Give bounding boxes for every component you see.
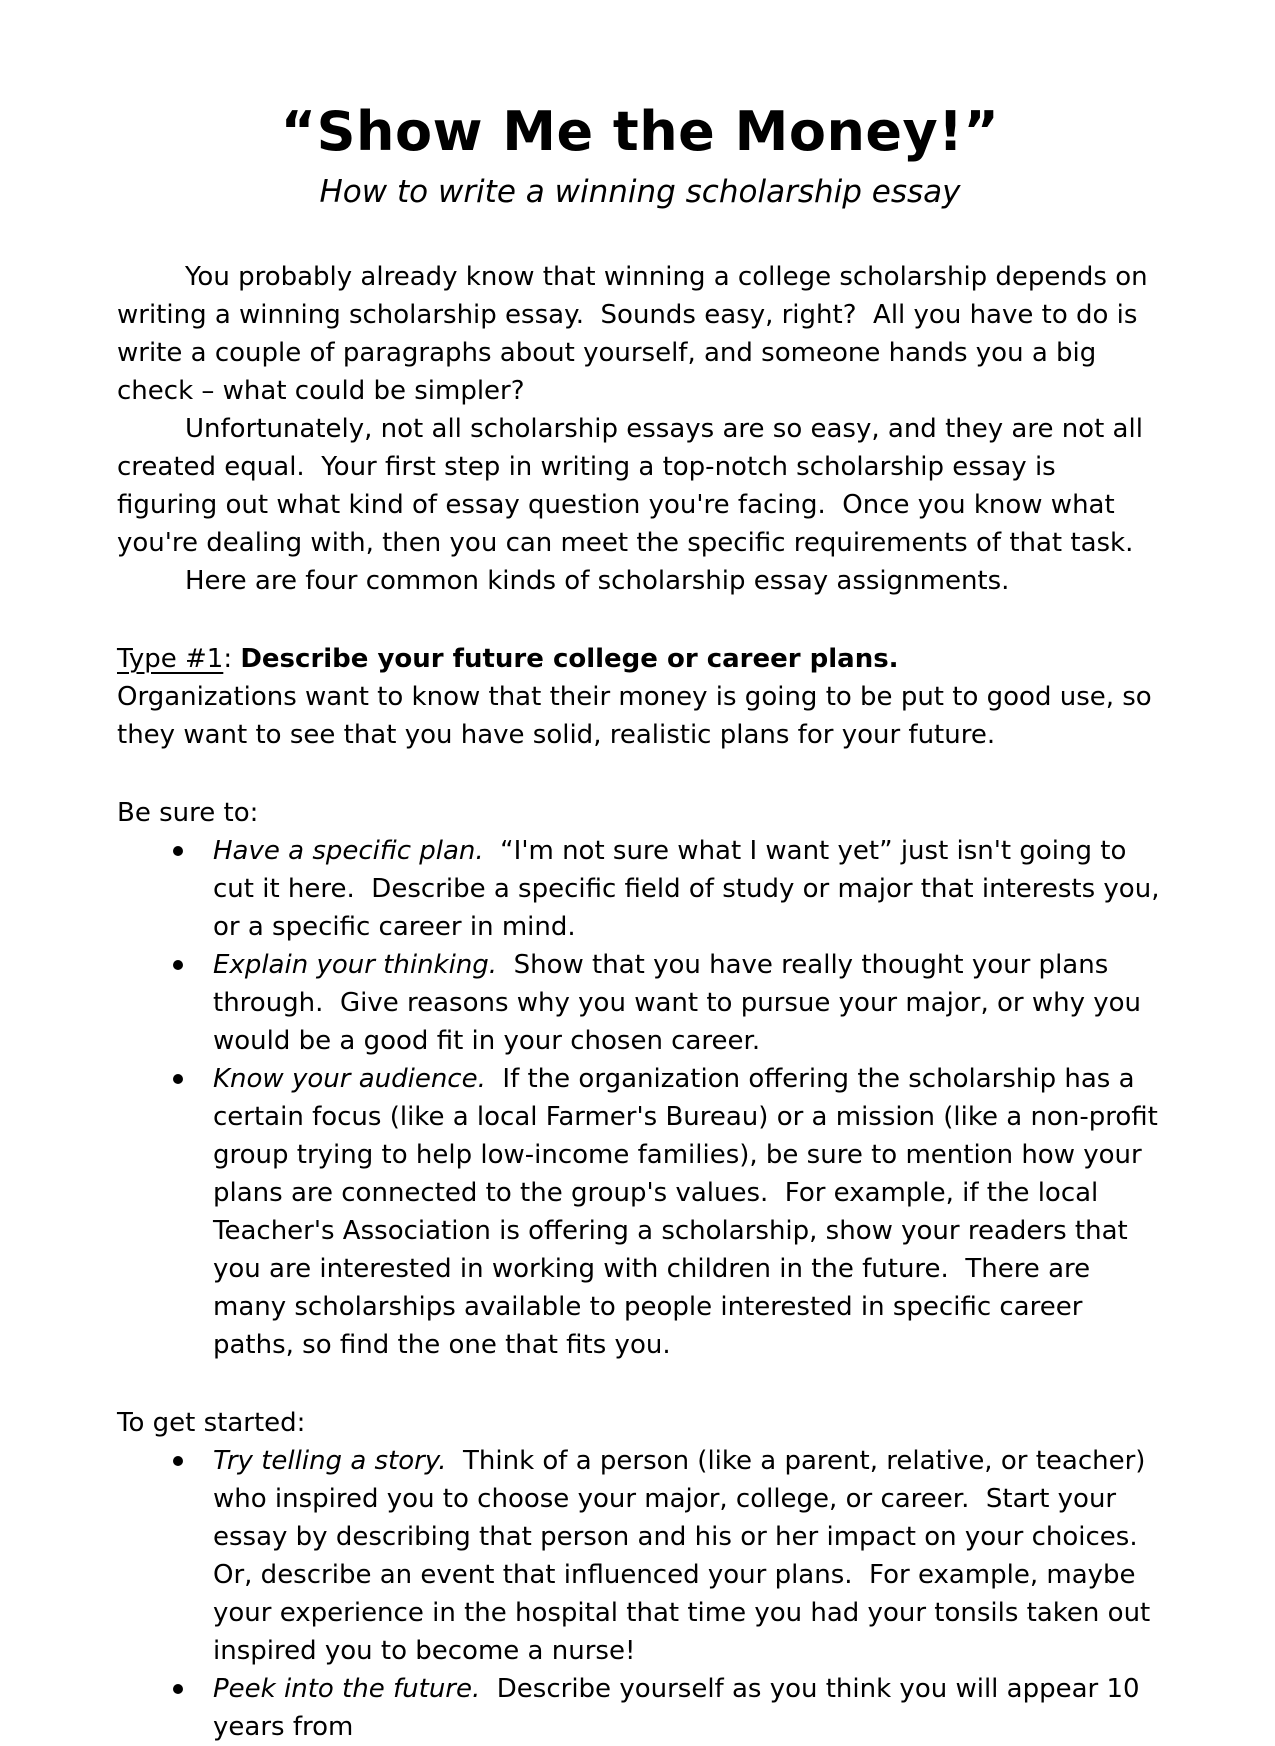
- be-sure-to-list: [117, 832, 1168, 1364]
- bullet-text: Describe yourself as you think you will appear 10 years from: [213, 1673, 1148, 1742]
- bullet-text: Think of a person (like a parent, relative, or teacher) who inspired you to choose your major, college, or career. Start your essay by describing that person and his or her impact on your choices. Or, describe an event that influenced your plans. For example, maybe your experience in the hospital that time you had your tonsils taken out inspired you to become a nurse!: [213, 1445, 1159, 1666]
- bullet-lead: Try telling a story.: [213, 1445, 447, 1476]
- list-item: [213, 1442, 1163, 1670]
- to-get-started-label: To get started:: [117, 1407, 306, 1438]
- type1-separator: :: [223, 643, 241, 674]
- type1-heading: [117, 640, 1163, 678]
- bullet-lead: Have a specific plan.: [213, 835, 484, 866]
- type1-label: Type #1: [117, 643, 224, 674]
- bullet-text: If the organization offering the scholarship has a certain focus (like a local Farmer's Bureau) or a mission (like a non-profit group trying to help low-income families), be sure to mention how your plans are connected to the group's values. For example, if the local Teacher's Association is offering a scholarship, show your readers that you are interested in working with children in the future. There are many scholarships available to people interested in specific career paths, so find the one that fits you.: [213, 1063, 1167, 1360]
- bullet-icon: [173, 1456, 183, 1466]
- be-sure-to-label: Be sure to:: [117, 797, 259, 828]
- list-item: [213, 946, 1163, 1060]
- to-get-started-list: [117, 1442, 1163, 1746]
- bullet-text: Show that you have really thought your plans through. Give reasons why you want to pursue your major, or why you would be a good fit in your chosen career.: [213, 949, 1150, 1056]
- intro-paragraph: You probably already know that winning a college scholarship depends on writing a winning scholarship essay. Sounds easy, right? All you have to do is write a couple of paragraphs about yourself, and someone hands you a big check – what could be simpler?: [117, 261, 1156, 406]
- type1-section: [117, 640, 1168, 1746]
- type1-title: Describe your future college or career plans.: [240, 643, 899, 674]
- bullet-lead: Peek into the future.: [213, 1673, 481, 1704]
- bullet-icon: [173, 1684, 183, 1694]
- bullet-icon: [173, 960, 183, 970]
- page-subtitle: How to write a winning scholarship essay: [319, 173, 961, 210]
- bullet-text: “I'm not sure what I want yet” just isn't going to cut it here. Describe a specific field of study or major that interests you, or a specific career in mind.: [213, 835, 1168, 942]
- intro-section: [117, 258, 1163, 600]
- intro-paragraph: Here are four common kinds of scholarship essay assignments.: [185, 565, 1010, 596]
- list-item: [213, 832, 1168, 946]
- bullet-icon: [173, 846, 183, 856]
- list-item: [213, 1670, 1163, 1746]
- bullet-lead: Explain your thinking.: [213, 949, 498, 980]
- intro-paragraph: Unfortunately, not all scholarship essays are so easy, and they are not all created equal. Your first step in writing a top-notch scholarship essay is figuring out what kind of essay question you're facing. Once you know what you're dealing with, then you can meet the specific requirements of that task.: [117, 413, 1152, 558]
- type1-description: Organizations want to know that their money is going to be put to good use, so they want to see that you have solid, realistic plans for your future.: [117, 681, 1160, 750]
- list-item: [213, 1060, 1167, 1364]
- bullet-icon: [173, 1074, 183, 1084]
- page-title: “Show Me the Money!”: [280, 100, 1000, 163]
- bullet-lead: Know your audience.: [213, 1063, 486, 1094]
